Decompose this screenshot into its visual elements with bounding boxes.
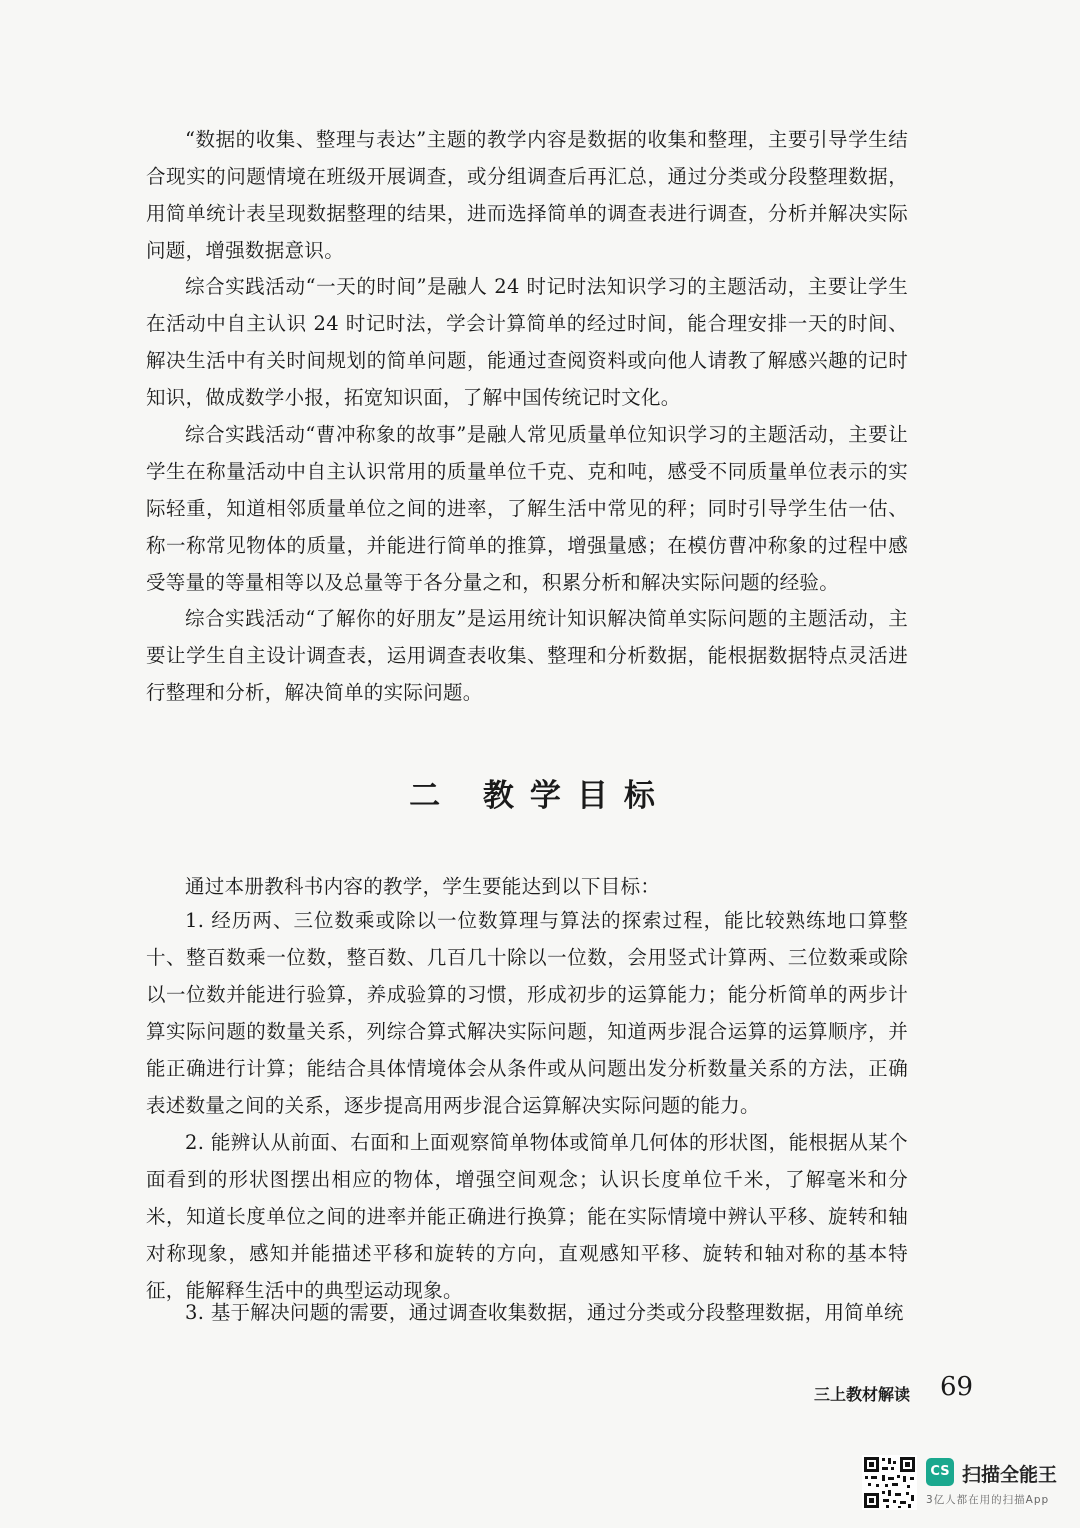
paragraph-weighing-elephant: 综合实践活动“曹冲称象的故事”是融人常见质量单位知识学习的主题活动，主要让学生在称量活动中自主认识常用的质量单位千克、克和吨，感受不同质量单位表示的实际轻重，知道相邻质量单位之间的进率，了解生活中常见的秤；同时引导学生估一估、称一称常见物体的质量，并能进行简单的推算，增强量感；在模仿曹冲称象的过程中感受等量的等量相等以及总量等于各分量之和，积累分析和解决实际问题的经验。 — [146, 423, 908, 594]
goals-intro: 通过本册教科书内容的教学，学生要能达到以下目标： — [185, 875, 661, 898]
watermark-brand-name: 扫描全能王 — [962, 1464, 1058, 1486]
section-title: 二 教学目标 — [409, 778, 671, 814]
camscanner-logo-icon: CS — [926, 1458, 954, 1486]
watermark-slogan: 3亿人都在用的扫描App — [926, 1494, 1050, 1506]
footer-page-number: 69 — [940, 1372, 974, 1402]
footer-book-name: 三上教材解读 — [814, 1385, 911, 1404]
paragraph-know-your-friend: 综合实践活动“了解你的好朋友”是运用统计知识解决简单实际问题的主题活动，主要让学生自主设计调查表，运用调查表收集、整理和分析数据，能根据数据特点灵活进行整理和分析，解决简单的实际问题。 — [146, 607, 908, 704]
goal-item-2: 2. 能辨认从前面、右面和上面观察简单物体或简单几何体的形状图，能根据从某个面看到的形状图摆出相应的物体，增强空间观念；认识长度单位千米，了解毫米和分米，知道长度单位之间的进率并能正确进行换算；能在实际情境中辨认平移、旋转和轴对称现象，感知并能描述平移和旋转的方向，直观感知平移、旋转和轴对称的基本特征，能解释生活中的典型运动现象。 — [146, 1131, 908, 1302]
qr-code-icon — [862, 1455, 917, 1510]
paragraph-one-day-time: 综合实践活动“一天的时间”是融人 24 时记时法知识学习的主题活动，主要让学生在活动中自主认识 24 时记时法，学会计算简单的经过时间，能合理安排一天的时间、解决生活中有关时间规划的简单问题，能通过查阅资料或向他人请教了解感兴趣的记时知识，做成数学小报，拓宽知识面，了解中国传统记时文化。 — [146, 275, 908, 409]
goal-item-1: 1. 经历两、三位数乘或除以一位数算理与算法的探索过程，能比较熟练地口算整十、整百数乘一位数，整百数、几百几十除以一位数，会用竖式计算两、三位数乘或除以一位数并能进行验算，养成验算的习惯，形成初步的运算能力；能分析简单的两步计算实际问题的数量关系，列综合算式解决实际问题，知道两步混合运算的运算顺序，并能正确进行计算；能结合具体情境体会从条件或从问题出发分析数量关系的方法，正确表述数量之间的关系，逐步提高用两步混合运算解决实际问题的能力。 — [146, 909, 908, 1117]
goal-item-3: 3. 基于解决问题的需要，通过调查收集数据，通过分类或分段整理数据，用简单统 — [185, 1301, 904, 1324]
paragraph-data-collection: “数据的收集、整理与表达”主题的教学内容是数据的收集和整理，主要引导学生结合现实的问题情境在班级开展调查，或分组调查后再汇总，通过分类或分段整理数据，用简单统计表呈现数据整理的结果，进而选择简单的调查表进行调查，分析并解决实际问题，增强数据意识。 — [146, 128, 908, 262]
